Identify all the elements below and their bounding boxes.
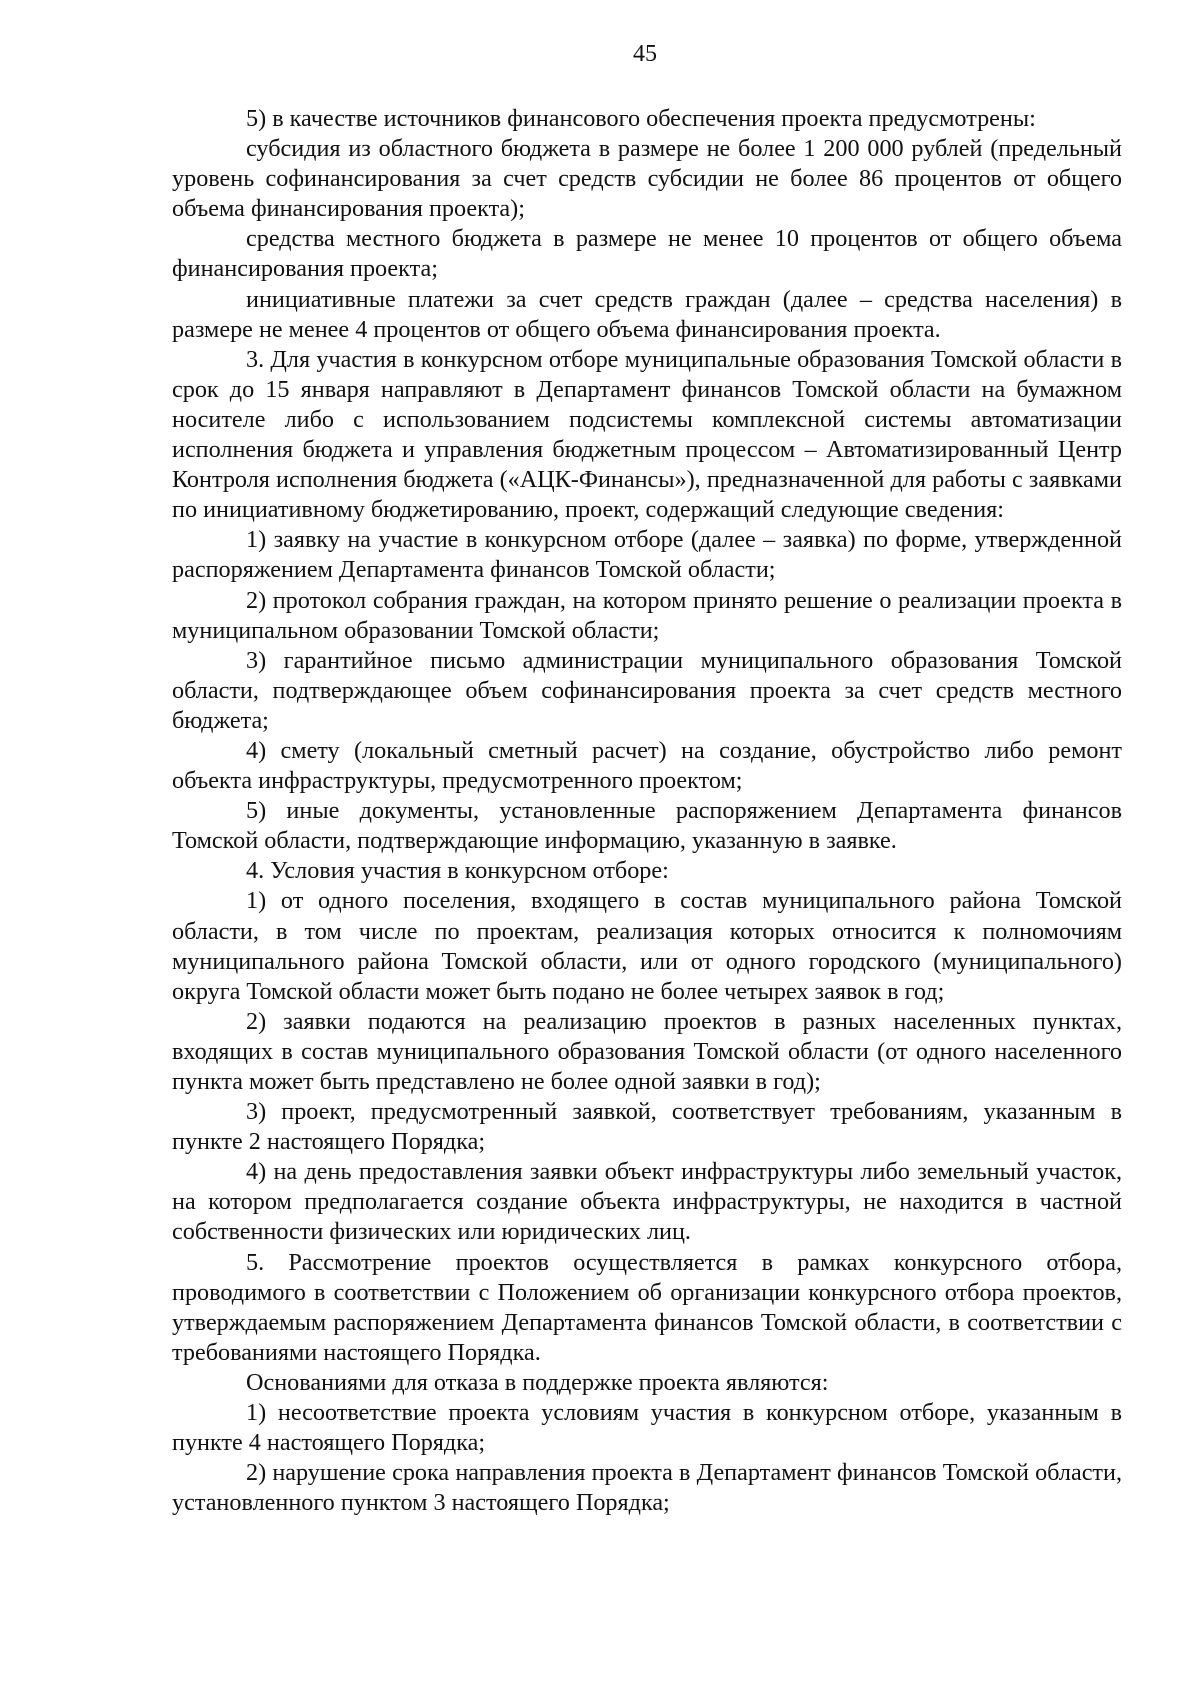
paragraph-item-other-documents: 5) иные документы, установленные распоряжением Департамента финансов Томской области, подтверждающие информацию, указанную в заявке.	[172, 797, 1122, 855]
document-body	[172, 104, 1122, 1518]
paragraph-item-estimate: 4) смету (локальный сметный расчет) на создание, обустройство либо ремонт объекта инфраструктуры, предусмотренного проектом;	[172, 736, 1122, 795]
paragraph-condition-3: 3) проект, предусмотренный заявкой, соответствует требованиям, указанным в пункте 2 настоящего Порядка;	[172, 1098, 1122, 1156]
paragraph-condition-4: 4) на день предоставления заявки объект инфраструктуры либо земельный участок, на котором предполагается создание объекта инфраструктуры, не находится в частной собственности физических или юридических лиц.	[172, 1158, 1122, 1246]
paragraph-regional-subsidy: субсидия из областного бюджета в размере не более 1 200 000 рублей (предельный уровень софинансирования за счет средств субсидии не более 86 процентов от общего объема финансирования проекта);	[172, 135, 1122, 223]
paragraph-refusal-1: 1) несоответствие проекта условиям участия в конкурсном отборе, указанным в пункте 4 настоящего Порядка;	[172, 1399, 1122, 1457]
paragraph-condition-1: 1) от одного поселения, входящего в состав муниципального района Томской области, в том числе по проектам, реализация которых относится к полномочиям муниципального района Томской области, или от одного городского (муниципального) округа Томской области может быть подано не более четырех заявок в год;	[172, 887, 1122, 1005]
paragraph-item-protocol: 2) протокол собрания граждан, на котором принято решение о реализации проекта в муниципальном образовании Томской области;	[172, 586, 1122, 644]
page-number: 45	[633, 41, 657, 67]
paragraph-condition-2: 2) заявки подаются на реализацию проектов в разных населенных пунктах, входящих в состав муниципального образования Томской области (от одного населенного пункта может быть представлено не более одной заявки в год);	[172, 1007, 1122, 1095]
paragraph-local-budget: средства местного бюджета в размере не менее 10 процентов от общего объема финансирования проекта;	[172, 225, 1122, 283]
paragraph-section-4: 4. Условия участия в конкурсном отборе:	[246, 857, 669, 885]
paragraph-item-application: 1) заявку на участие в конкурсном отборе (далее – заявка) по форме, утвержденной распоряжением Департамента финансов Томской области;	[172, 526, 1122, 584]
paragraph-section-3: 3. Для участия в конкурсном отборе муниципальные образования Томской области в срок до 15 января направляют в Департамент финансов Томской области на бумажном носителе либо с использованием подсистемы комплексной системы автоматизации исполнения бюджета и управления бюджетным процессом – Автоматизированный Центр Контроля исполнения бюджета («АЦК-Финансы»), предназначенной для работы с заявками по инициативному бюджетированию, проект, содержащий следующие сведения:	[172, 345, 1122, 524]
paragraph-refusal-2: 2) нарушение срока направления проекта в Департамент финансов Томской области, установленного пунктом 3 настоящего Порядка;	[172, 1459, 1122, 1517]
paragraph-item-guarantee-letter: 3) гарантийное письмо администрации муниципального образования Томской области, подтверждающее объем софинансирования проекта за счет средств местного бюджета;	[172, 646, 1122, 734]
paragraph-initiative-payments: инициативные платежи за счет средств граждан (далее – средства населения) в размере не менее 4 процентов от общего объема финансирования проекта.	[172, 285, 1122, 343]
paragraph-section-5: 5. Рассмотрение проектов осуществляется в рамках конкурсного отбора, проводимого в соответствии с Положением об организации конкурсного отбора проектов, утверждаемым распоряжением Департамента финансов Томской области, в соответствии с требованиями настоящего Порядка.	[172, 1248, 1122, 1366]
paragraph-refusal-grounds: Основаниями для отказа в поддержке проекта являются:	[246, 1368, 829, 1396]
paragraph-funding-sources: 5) в качестве источников финансового обеспечения проекта предусмотрены:	[246, 105, 1036, 132]
